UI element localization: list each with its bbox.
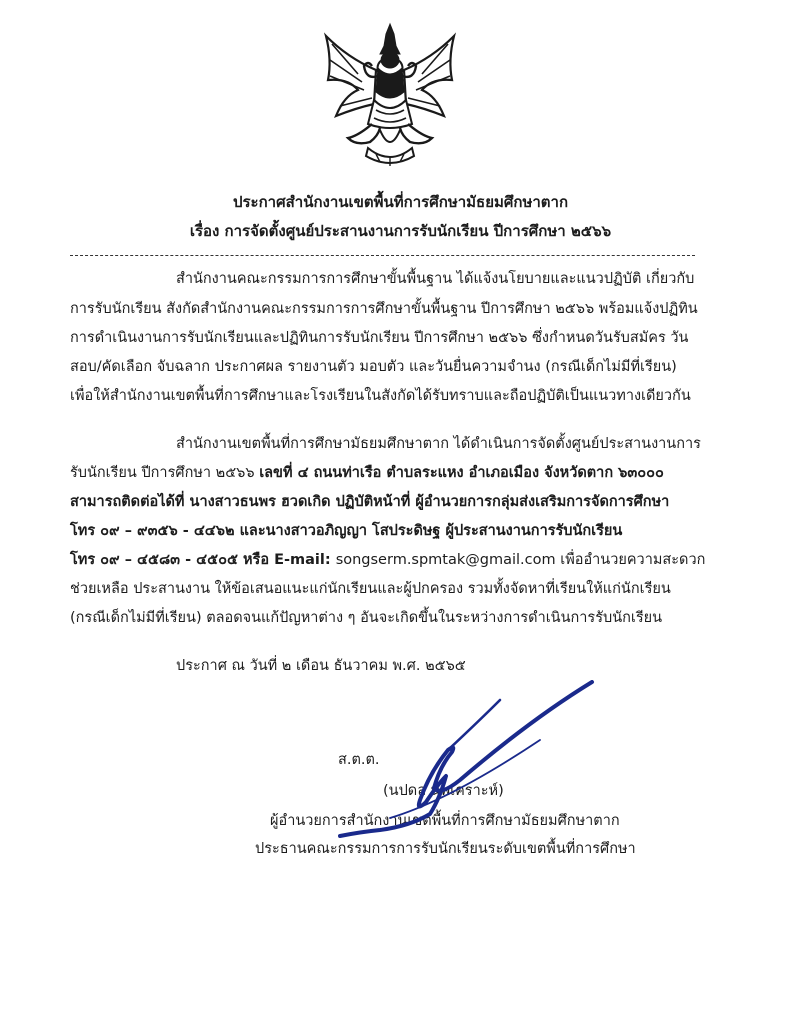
announcement-date: ประกาศ ณ วันที่ ๒ เดือน ธันวาคม พ.ศ. ๒๕๖๕ [176,658,466,674]
paragraph-1-line: สำนักงานคณะกรรมการการศึกษาขั้นพื้นฐาน ได้แจ้งนโยบายและแนวปฏิบัติ เกี่ยวกับ [176,271,695,287]
contact-phone: โทร ๐๙ – ๔๕๘๓ - ๔๕๐๕ หรือ E-mail: [70,552,336,568]
paragraph-1-line: การรับนักเรียน สังกัดสำนักงานคณะกรรมการการศึกษาขั้นพื้นฐาน ปีการศึกษา ๒๕๖๖ พร้อมแจ้งปฏิทิน [70,301,698,317]
paragraph-1-line: สอบ/คัดเลือก จับฉลาก ประกาศผล รายงานตัว มอบตัว และวันยื่นความจำนง (กรณีเด็กไม่มีที่เรียน) [70,359,677,375]
paragraph-1-line: เพื่อให้สำนักงานเขตพื้นที่การศึกษาและโรงเรียนในสังกัดได้รับทราบและถือปฏิบัติเป็นแนวทางเดียวกัน [70,388,691,404]
paragraph-2-line [70,463,664,483]
paragraph-1-line: การดำเนินงานการรับนักเรียนและปฏิทินการรับนักเรียน ปีการศึกษา ๒๕๖๖ ซึ่งกำหนดวันรับสมัคร วัน [70,330,689,346]
divider [70,255,695,256]
garuda-emblem-icon [318,20,462,170]
office-address: เลขที่ ๔ ถนนท่าเรือ ตำบลระแหง อำเภอเมือง จังหวัดตาก ๖๓๐๐๐ [259,465,664,481]
paragraph-2-text: เพื่ออำนวยความสะดวก [555,552,706,568]
paragraph-2-line [70,550,705,570]
paragraph-2-text: รับนักเรียน ปีการศึกษา ๒๕๖๖ [70,465,260,481]
rank-prefix: ส.ต.ต. [338,752,380,768]
signatory-position: ผู้อำนวยการสำนักงานเขตพื้นที่การศึกษามัธยมศึกษาตาก [270,813,620,829]
contact-person-2: โทร ๐๙ – ๙๓๕๖ - ๔๔๖๒ และนางสาวอภิญญา โสประดิษฐ ผู้ประสานงานการรับนักเรียน [70,523,623,539]
announcement-subject: เรื่อง การจัดตั้งศูนย์ประสานงานการรับนักเรียน ปีการศึกษา ๒๕๖๖ [189,222,612,240]
paragraph-2-line: ช่วยเหลือ ประสานงาน ให้ข้อเสนอแนะแก่นักเรียนและผู้ปกครอง รวมทั้งจัดหาที่เรียนให้แก่นักเรียน [70,581,671,597]
contact-person-1: สามารถติดต่อได้ที่ นางสาวธนพร ฮวดเกิด ปฏิบัติหน้าที่ ผู้อำนวยการกลุ่มส่งเสริมการจัดการศึกษา [70,494,670,510]
handwritten-signature [330,680,620,840]
announcement-title: ประกาศสำนักงานเขตพื้นที่การศึกษามัธยมศึกษาตาก [232,193,569,211]
contact-email[interactable]: songserm.spmtak@gmail.com [335,552,556,568]
paragraph-2-line: (กรณีเด็กไม่มีที่เรียน) ตลอดจนแก้ปัญหาต่าง ๆ อันจะเกิดขึ้นในระหว่างการดำเนินการรับนักเรียน [70,610,663,626]
signatory-committee-position: ประธานคณะกรรมการการรับนักเรียนระดับเขตพื้นที่การศึกษา [255,841,636,857]
paragraph-2-line: สำนักงานเขตพื้นที่การศึกษามัธยมศึกษาตาก ได้ดำเนินการจัดตั้งศูนย์ประสานงานการ [176,436,701,452]
signatory-name: (นปดล นพเคราะห์) [383,783,504,799]
